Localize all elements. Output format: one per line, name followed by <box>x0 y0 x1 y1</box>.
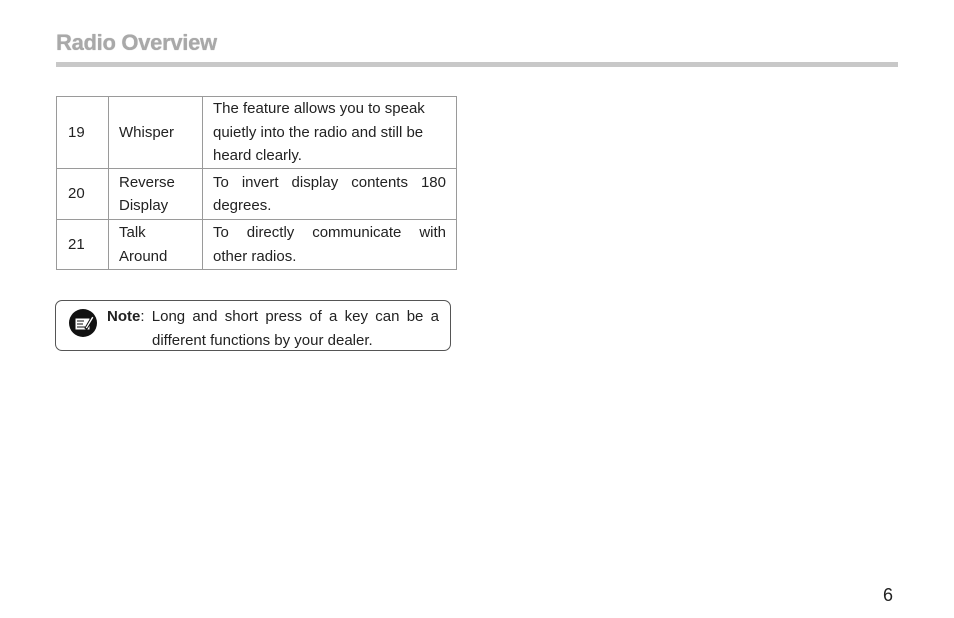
table-row <box>57 97 457 169</box>
feature-name <box>109 169 203 220</box>
title-divider <box>56 62 898 67</box>
feature-description <box>203 220 457 270</box>
feature-description-line: degrees. <box>213 197 272 214</box>
feature-name <box>109 97 203 169</box>
feature-description <box>203 169 457 220</box>
feature-name <box>109 220 203 270</box>
feature-description-line: heard clearly. <box>213 147 302 165</box>
feature-number: 20 <box>57 169 109 220</box>
note-line <box>107 305 439 329</box>
note-text <box>107 305 439 353</box>
feature-description-line: The feature allows you to speak <box>213 100 425 118</box>
table-row <box>57 220 457 270</box>
note-pencil-icon <box>68 308 98 338</box>
note-line: different functions by your dealer. <box>152 332 373 349</box>
feature-name-line: Talk <box>119 224 146 241</box>
note-label: Note <box>107 308 141 325</box>
page-number: 6 <box>882 585 893 605</box>
feature-number: 21 <box>57 220 109 270</box>
table-row <box>57 169 457 220</box>
feature-description <box>203 97 457 169</box>
feature-description-line: To directly communicate with <box>213 224 446 241</box>
feature-name-line: Reverse <box>119 173 175 191</box>
feature-number: 19 <box>57 97 109 169</box>
feature-name-line: Around <box>119 247 168 265</box>
feature-description-line: To invert display contents 180 <box>213 173 446 191</box>
note-body: : Long and short press of a key can be a <box>140 308 439 325</box>
feature-name-line: Whisper <box>119 123 175 141</box>
note-callout <box>55 300 451 351</box>
feature-table <box>56 96 457 270</box>
feature-name-line: Display <box>119 197 169 214</box>
feature-description-line: other radios. <box>213 247 297 265</box>
page-title: Radio Overview <box>56 30 217 55</box>
feature-description-line: quietly into the radio and still be <box>213 123 424 141</box>
